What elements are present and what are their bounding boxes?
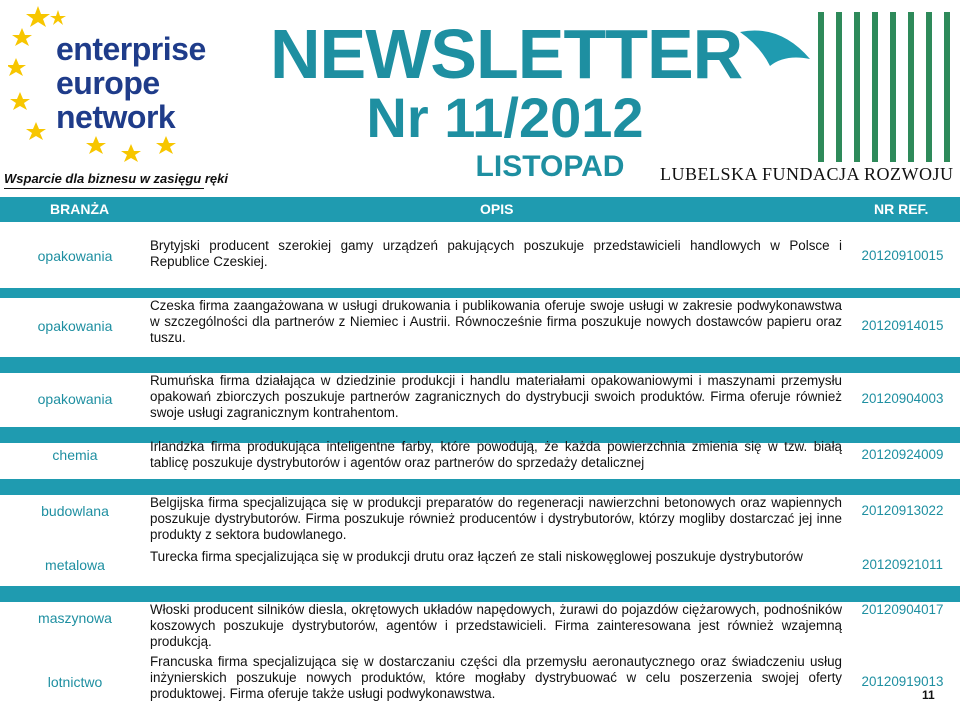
ref-cell: 20120914015 (861, 318, 944, 333)
ref-cell: 20120904017 (861, 602, 944, 617)
row-separator (0, 479, 960, 495)
ref-cell: 20120910015 (861, 248, 944, 263)
enterprise-europe-network-logo (8, 0, 228, 192)
description-cell: Brytyjski producent szerokiej gamy urządzeń pakujących poszukuje przedstawicieli handlowych w Polsce i Republice Czeskiej. (150, 238, 842, 269)
table-row (0, 439, 960, 483)
ref-cell: 20120924009 (861, 447, 944, 462)
table-row (0, 222, 960, 288)
tagline-underline (4, 188, 204, 189)
description-cell: Irlandzka firma produkująca inteligentne farby, które powodują, że każda powierzchnia zmienia się w tzw. białą tablicę poszukuje dystrybutorów i agentów oraz partnerów do sprzedaży detalicznej (150, 439, 842, 470)
logo-line: network (56, 99, 176, 135)
issue-month: LISTOPAD (475, 150, 625, 183)
page-number: 11 (922, 688, 935, 702)
table-row (0, 298, 960, 358)
ref-cell: 20120919013 (861, 674, 944, 689)
branch-cell: opakowania (37, 318, 113, 334)
column-header-ref: NR REF. (874, 201, 929, 217)
newsletter-header (0, 0, 960, 195)
table-row (0, 602, 960, 654)
table-header (0, 197, 960, 222)
lfr-logo-icon (740, 4, 955, 164)
table-row (0, 549, 960, 585)
column-header-description: OPIS (480, 201, 514, 217)
tagline: Wsparcie dla biznesu w zasięgu ręki (4, 171, 228, 186)
row-separator (0, 586, 960, 602)
description-cell: Belgijska firma specjalizująca się w produkcji preparatów do regeneracji nawierzchni betonowych oraz wapiennych poszukuje dystrybutorów. Firma poszukuje również producentów i dystrybutorów, którzy mogliby dostarczać jej inne produkty z sektora budowlanego. (150, 495, 842, 542)
branch-cell: chemia (52, 447, 98, 463)
star-icon (56, 130, 236, 170)
branch-cell: metalowa (45, 557, 105, 573)
logo-line: enterprise (56, 31, 206, 67)
organization-name: LUBELSKA FUNDACJA ROZWOJU (660, 164, 954, 184)
newsletter-title: NEWSLETTER (270, 15, 743, 93)
logo-wordmark (56, 32, 206, 134)
logo-line: europe (56, 65, 160, 101)
ref-cell: 20120913022 (861, 503, 944, 518)
description-cell: Turecka firma specjalizująca się w produkcji drutu oraz łączeń ze stali niskowęglowej poszukuje dystrybutorów (150, 549, 803, 564)
description-cell: Rumuńska firma działająca w dziedzinie produkcji i handlu materiałami opakowaniowymi i maszynami przemysłu opakowań zbiorczych poszukuje partnerów zagranicznych do dystrybucji swoich produktów. Firma oferuje również swoje usługi zagranicznym kontrahentom. (150, 373, 842, 420)
row-separator (0, 357, 960, 373)
description-cell: Francuska firma specjalizująca się w dostarczaniu części dla przemysłu aeronautycznego oraz świadczeniu usług inżynierskich poszukuje nowych produktów, które mogłaby dystrybuować w celu poszerzenia swojej oferty produktowej. Firma oferuje także usługi podwykonawstwa. (150, 654, 842, 701)
description-cell: Włoski producent silników diesla, okrętowych układów napędowych, żurawi do pojazdów ciężarowych, podnośników koszowych poszukuje dystrybutorów, agentów i przedstawicieli. Firma zainteresowana jest również wzajemną produkcją. (150, 602, 842, 649)
issue-number: Nr 11/2012 (366, 86, 644, 149)
description-cell: Czeska firma zaangażowana w usługi drukowania i publikowania oferuje swoje usługi w zakresie podwykonawstwa w szczególności dla partnerów z Niemiec i Austrii. Równocześnie firma poszukuje nowych dostawców papieru oraz tuszu. (150, 298, 842, 345)
table-row (0, 654, 960, 711)
branch-cell: lotnictwo (47, 674, 103, 690)
ref-cell: 20120904003 (861, 391, 944, 406)
table-row (0, 373, 960, 431)
newsletter-title-block (270, 15, 743, 184)
branch-cell: opakowania (37, 391, 113, 407)
table-row (0, 495, 960, 545)
column-header-branch: BRANŻA (50, 201, 110, 217)
branch-cell: budowlana (41, 503, 109, 519)
branch-cell: maszynowa (38, 610, 112, 626)
branch-cell: opakowania (37, 248, 113, 264)
ref-cell: 20120921011 (862, 557, 943, 572)
